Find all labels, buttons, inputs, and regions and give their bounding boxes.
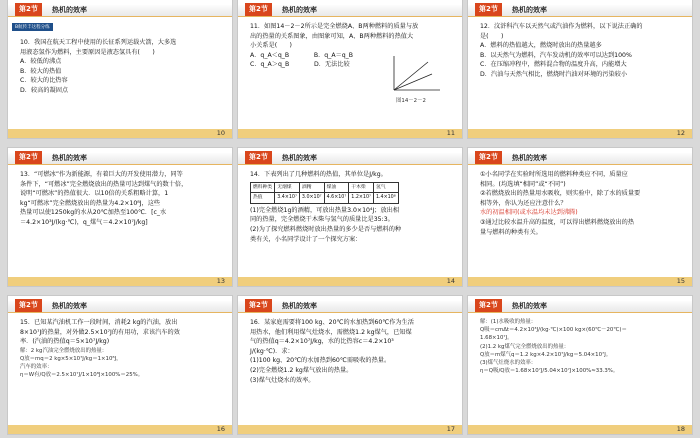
fuel-heat-table — [250, 182, 399, 204]
slide-thumbnail-17[interactable] — [238, 296, 462, 434]
text-line: D．汽油与天然气相比，燃烧时汽油对环境的污染较小 — [480, 70, 628, 78]
table-cell: 干木柴 — [349, 182, 374, 193]
text-line: (1)完全燃烧1g的酒精，可放出热量3.0×10⁴J；放出相 — [250, 206, 400, 214]
table-cell: 1.4×10⁸ — [373, 193, 398, 204]
text-line: 相等外，你认为还应注意什么？ — [480, 199, 567, 207]
slide-thumbnail-13[interactable] — [8, 148, 232, 286]
section-title: 热机的效率 — [282, 6, 317, 14]
text-line: (1)100 kg、20℃的水加热到60℃需吸收的热量。 — [250, 357, 391, 365]
text-line: 8×10⁷J的热量，对外做2.5×10⁷J的有用功，求该汽车的效 — [20, 328, 180, 336]
table-cell: 酒精 — [299, 182, 324, 193]
text-line: 用热水，他们利用煤气灶烧水，需燃烧1.2 kg煤气，已知煤 — [250, 328, 412, 336]
table-cell: 3.0×10⁷ — [299, 193, 324, 204]
text-line: 类有关，小名同学设计了一个探究方案： — [250, 235, 362, 243]
slide-thumbnail-14[interactable] — [238, 148, 462, 286]
stamp-label: B航传丰这程分练 — [12, 23, 53, 31]
text-line: B．以天然气为燃料，汽车发动机的效率可以达到100% — [480, 51, 632, 59]
slide-header — [8, 148, 232, 165]
text-line: C．在压缩冲程中，燃料混合物的温度升高，内能增大 — [480, 61, 627, 69]
text-line: ＝4.2×10³J/(kg·℃)，q_煤气＝4.2×10⁷J/kg] — [20, 218, 148, 226]
text-line: ①小名同学在实验时所选用的燃料种类应不同，质量应 — [480, 171, 628, 178]
section-label: 第2节 — [245, 151, 272, 164]
slide-body — [480, 22, 684, 80]
text-line: 16．某家庭需要将100 kg、20℃的水加热到60℃作为生活 — [250, 319, 414, 326]
figure-caption: 图14－2－2 — [396, 98, 426, 104]
section-label: 第2节 — [245, 299, 272, 312]
slide-thumbnail-10[interactable] — [8, 0, 232, 138]
text-line: ②若燃烧放出的热量用水吸收，则实验中，除了水的质量要 — [480, 190, 641, 198]
table-cell: 无烟煤 — [275, 182, 300, 193]
slide-header — [238, 0, 462, 17]
text-line: 14．下表列出了几种燃料的热值，其单位是J/kg。 — [250, 171, 387, 178]
page-number: 15 — [676, 277, 685, 285]
text-line: 量与燃料的种类有关。 — [480, 228, 542, 236]
slide-body — [250, 318, 454, 385]
section-label: 第2节 — [15, 3, 42, 16]
slide-body — [480, 318, 684, 375]
solution-line: Q放＝mq＝2 kg×5×10⁷J/kg＝1×10⁸J， — [20, 355, 122, 362]
section-title: 热机的效率 — [52, 154, 87, 162]
solution-line: 1.68×10⁷J。 — [480, 335, 513, 342]
table-cell: 4.6×10⁷ — [324, 193, 349, 204]
section-title: 热机的效率 — [52, 6, 87, 14]
table-cell: 燃料种类 — [251, 182, 275, 193]
text-line: 小关系是( ) — [250, 42, 292, 50]
text-line: C．q_A＞q_B D．无法比较 — [250, 61, 350, 69]
text-line: A．q_A＜q_B B．q_A＝q_B — [250, 51, 354, 59]
slide-body — [20, 170, 224, 228]
answer-line: 水的初温相同(或水温均未达到沸腾) — [480, 209, 578, 217]
text-line: J/(kg·℃)．求： — [250, 347, 294, 355]
section-title: 热机的效率 — [512, 6, 547, 14]
slide-header — [8, 0, 232, 17]
slide-header — [468, 0, 692, 17]
section-label: 第2节 — [245, 3, 272, 16]
text-line: D．较高的凝固点 — [20, 86, 69, 94]
page-number: 11 — [446, 129, 455, 137]
table-cell: 煤油 — [324, 182, 349, 193]
slide-thumbnail-12[interactable] — [468, 0, 692, 138]
solution-line: η＝W有/Q放＝2.5×10⁷J/1×10⁸J×100%＝25%。 — [20, 372, 144, 379]
slide-body — [20, 38, 224, 96]
solution-line: 汽车的效率： — [20, 364, 53, 371]
text-line: kg“可燃冰”完全燃烧放出的热量为4.2×10⁸J，这些 — [20, 199, 161, 207]
slide-footer — [238, 277, 462, 286]
text-line: 率．(汽油的热值q＝5×10⁷J/kg) — [20, 338, 110, 346]
text-line: 说明“可燃冰”的热值很大．以10倍的关系粗略计算，1 — [20, 190, 169, 198]
section-title: 热机的效率 — [282, 302, 317, 310]
section-label: 第2节 — [15, 299, 42, 312]
slide-footer — [238, 129, 462, 138]
text-line: 15．已知某汽油机工作一段时间，消耗2 kg的汽油，放出 — [20, 319, 178, 326]
slide-header — [468, 148, 692, 165]
slide-header — [238, 148, 462, 165]
text-line: 气的热值q＝4.2×10⁷J/kg，水的比热容c＝4.2×10³ — [250, 338, 394, 346]
slide-footer — [8, 129, 232, 138]
slide-header — [8, 296, 232, 313]
text-line: A．燃料的热值越大，燃烧时放出的热量越多 — [480, 42, 602, 50]
text-line: 热量可以使1250kg的水从20℃加热至100℃．[c_水 — [20, 209, 167, 217]
table-cell: 3.4×10⁷ — [275, 193, 300, 204]
slide-footer — [8, 425, 232, 434]
text-line: C．较大的比热容 — [20, 77, 68, 85]
solution-line: η＝Q吸/Q放＝1.68×10⁷J/5.04×10⁷J×100%≈33.3%。 — [480, 368, 619, 375]
solution-line: (3)煤气灶烧水的效率： — [480, 360, 537, 367]
page-number: 10 — [216, 129, 225, 137]
slide-footer — [468, 425, 692, 434]
graph-figure — [388, 52, 443, 97]
text-line: 是( ) — [480, 32, 504, 40]
solution-line: 解：(1)水吸收的热量： — [480, 319, 537, 325]
text-line: 用液态氢作为燃料，主要原因是液态氢具有( ) — [20, 48, 155, 56]
text-line: 条件下，“可燃冰”完全燃烧放出的热量可达到煤气的数十倍， — [20, 180, 188, 188]
solution-line: Q吸＝cmΔt＝4.2×10³J/(kg·℃)×100 kg×(60℃－20℃)＝ — [480, 327, 627, 334]
text-line: 相同。(均选填“相同”或“不同”) — [480, 180, 566, 188]
text-line: (3)煤气灶烧水的效率。 — [250, 376, 315, 384]
section-title: 热机的效率 — [512, 302, 547, 310]
page-number: 13 — [216, 277, 225, 285]
slide-header — [238, 296, 462, 313]
text-line: (2)完全燃烧1.2 kg煤气放出的热量。 — [250, 366, 353, 374]
text-line: 同的热量，完全燃烧干木柴与氢气的质量比是35:3。 — [250, 216, 394, 224]
section-label: 第2节 — [15, 151, 42, 164]
page-number: 16 — [216, 425, 225, 433]
text-line: 11．如图14－2－2所示是完全燃烧A、B两种燃料的质量与放 — [250, 23, 419, 30]
text-line: 13．“可燃冰”作为新能源，有着巨大的开发使用潜力，同等 — [20, 171, 183, 178]
solution-line: 解：2 kg汽油完全燃烧放出的热量： — [20, 347, 108, 354]
section-label: 第2节 — [475, 299, 502, 312]
slide-body — [20, 318, 224, 380]
table-cell: 1.2×10⁷ — [349, 193, 374, 204]
slide-footer — [468, 129, 692, 138]
slide-body — [250, 170, 454, 244]
page-number: 18 — [676, 425, 685, 433]
slide-footer — [468, 277, 692, 286]
slide-body — [480, 170, 684, 237]
text-line: (2)为了探究燃料燃烧时放出热量的多少是否与燃料的种 — [250, 225, 402, 233]
section-title: 热机的效率 — [282, 154, 317, 162]
section-label: 第2节 — [475, 3, 502, 16]
table-cell: 氢气 — [373, 182, 398, 193]
page-number: 17 — [446, 425, 455, 433]
section-title: 热机的效率 — [52, 302, 87, 310]
page-number: 12 — [676, 129, 685, 137]
slide-thumbnail-15[interactable] — [468, 148, 692, 286]
text-line: ③通过比较水温升高的温度，可以得出燃料燃烧放出的热 — [480, 218, 635, 226]
text-line: A．较低的沸点 — [20, 58, 62, 66]
solution-line: Q放＝m煤气q＝1.2 kg×4.2×10⁷J/kg＝5.04×10⁷J。 — [480, 351, 612, 358]
section-label: 第2节 — [475, 151, 502, 164]
text-line: 12．汶浒科汽车以天然气或汽油作为燃料，以下说法正确的 — [480, 23, 643, 30]
slide-header — [468, 296, 692, 313]
slide-footer — [8, 277, 232, 286]
slide-footer — [238, 425, 462, 434]
text-line: 出的热量的关系图象，由图象可知，A、B两种燃料的热值大 — [250, 32, 414, 40]
solution-line: (2)1.2 kg煤气完全燃烧放出的热量： — [480, 343, 570, 350]
slide-thumbnail-18[interactable] — [468, 296, 692, 434]
page-number: 14 — [446, 277, 455, 285]
slide-thumbnail-11[interactable] — [238, 0, 462, 138]
section-title: 热机的效率 — [512, 154, 547, 162]
slide-thumbnail-16[interactable] — [8, 296, 232, 434]
table-cell: 热值 — [251, 193, 275, 204]
text-line: 10．我国在航天工程中使用的长征系列运载火箭，大多选 — [20, 39, 177, 46]
text-line: B．较大的热值 — [20, 67, 62, 75]
